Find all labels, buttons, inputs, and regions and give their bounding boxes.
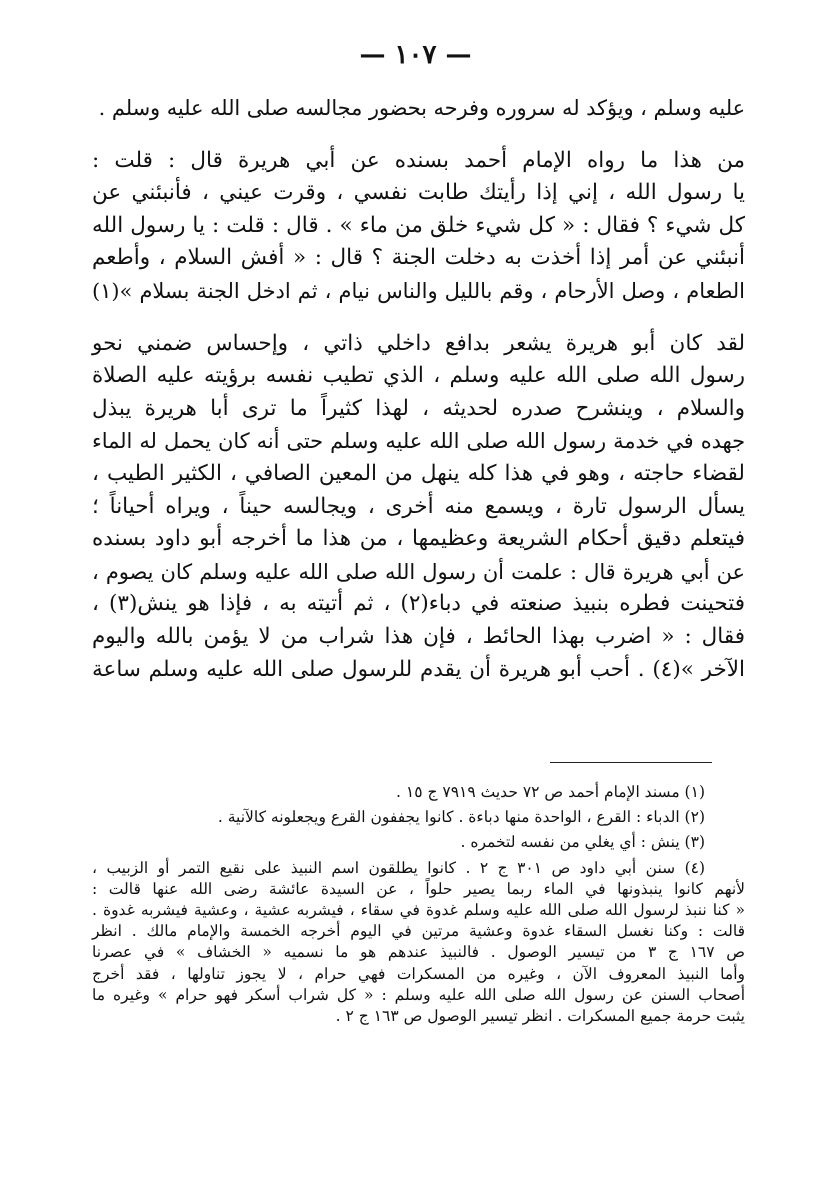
text-line: يا رسول الله ، إني إذا رأيتك طابت نفسي ، وقرت عيني ، فأنبئني عن (92, 180, 745, 206)
text-line: من هذا ما رواه الإمام أحمد بسنده عن أبي هريرة قال : قلت : (92, 147, 745, 173)
text-line: عليه وسلم ، ويؤكد له سروره وفرحه بحضور مجالسه صلى الله عليه وسلم . (98, 96, 745, 120)
page-number: — ١٠٧ — (359, 40, 472, 70)
text-line: رسول الله صلى الله عليه وسلم ، الذي تطيب نفسه برؤيته عليه الصلاة (92, 363, 745, 389)
paragraph-2 (92, 145, 745, 308)
footnote-line: ص ١٦٧ ج ٣ من تيسير الوصول . فالنبيذ عندهم هو ما نسميه « الخشاف » في عصرنا (92, 943, 745, 962)
footnote-line: لأنهم كانوا ينبذونها في الماء ربما يصير حلواً ، عن السيدة عائشة رضى الله عنها قالت : (92, 879, 745, 898)
paragraph-1 (92, 92, 745, 125)
footnote-line: أصحاب السنن عن رسول الله صلى الله عليه وسلم : « كل شراب أسكر فهو حرام » وغيره ما (92, 985, 745, 1004)
text-line: فقال : « اضرب بهذا الحائط ، فإن هذا شراب من لا يؤمن بالله واليوم (92, 623, 745, 649)
text-line: عن أبي هريرة قال : علمت أن رسول الله صلى الله عليه وسلم كان يصوم ، (92, 559, 745, 584)
footnote-divider (550, 762, 712, 763)
footnote-line: (٣) ينش : أي يغلي من نفسه لتخمره . (460, 833, 705, 852)
footnote-4 (92, 858, 745, 1028)
paragraph-3 (92, 328, 745, 687)
footnote-line: (٤) سنن أبي داود ص ٣٠١ ج ٢ . كانوا يطلقون اسم النبيذ على نقيع التمر أو الزبيب ، (92, 858, 706, 877)
footnote-line: (٢) الدباء : القرع ، الواحدة منها دباءة . كانوا يجففون القرع ويجعلونه كالآنية . (217, 808, 705, 827)
footnote-2 (92, 807, 745, 828)
main-text (92, 92, 745, 686)
text-line: أنبئني عن أمر إذا أخذت به دخلت الجنة ؟ قال : « أفش السلام ، وأطعم (92, 245, 745, 271)
text-line: جهده في خدمة رسول الله صلى الله عليه وسلم حتى أنه كان يحمل له الماء (92, 429, 745, 454)
footnote-3 (92, 832, 745, 853)
footnote-line: « كنا ننبذ لرسول الله صلى الله عليه وسلم غدوة في سقاء ، فيشربه عشية ، وعشية فيشربه غدوة . (92, 901, 745, 920)
text-line: كل شيء ؟ فقال : « كل شيء خلق من ماء » . قال : قلت : يا رسول الله (92, 212, 745, 238)
text-line: الطعام ، وصل الأرحام ، وقم بالليل والناس نيام ، ثم ادخل الجنة بسلام »(١) (92, 278, 745, 303)
text-line: الآخر »(٤) . أحب أبو هريرة أن يقدم للرسول صلى الله عليه وسلم ساعة (92, 656, 746, 682)
text-line: فيتعلم دقيق أحكام الشريعة وعظيمها ، من هذا ما أخرجه أبو داود بسنده (92, 526, 745, 552)
footnote-1 (92, 782, 745, 803)
text-line: لقضاء حاجته ، وهو في هذا كله ينهل من المعين الصافي ، الكثير الطيب ، (92, 460, 745, 486)
footnotes (92, 782, 745, 1027)
footnote-line: قالت : وكنا نغسل السقاء غدوة وعشية مرتين في اليوم أخرجه الخمسة والإمام مالك . انظر (92, 922, 745, 941)
footnote-line: يثبت حرمة جميع المسكرات . انظر تيسير الوصول ص ١٦٣ ج ٢ . (335, 1007, 745, 1026)
text-line: لقد كان أبو هريرة يشعر بدافع داخلي ذاتي ، وإحساس ضمني نحو (92, 330, 745, 356)
footnote-line: وأما النبيذ المعروف الآن ، وغيره من المسكرات فهي حرام ، لا يجوز تناولها ، فقد أخرج (92, 964, 745, 983)
text-line: يسأل الرسول تارة ، ويسمع منه أخرى ، ويجالسه حيناً ، ويراه أحياناً ؛ (92, 493, 745, 519)
text-line: والسلام ، وينشرح صدره لحديثه ، لهذا كثيراً ما ترى أبا هريرة يبذل (92, 395, 745, 421)
text-line: فتحينت فطره بنبيذ صنعته في دباء(٢) ، ثم أتيته به ، فإذا هو ينش(٣) ، (92, 591, 745, 617)
footnote-line: (١) مسند الإمام أحمد ص ٧٢ حديث ٧٩١٩ ج ١٥ . (396, 783, 705, 801)
